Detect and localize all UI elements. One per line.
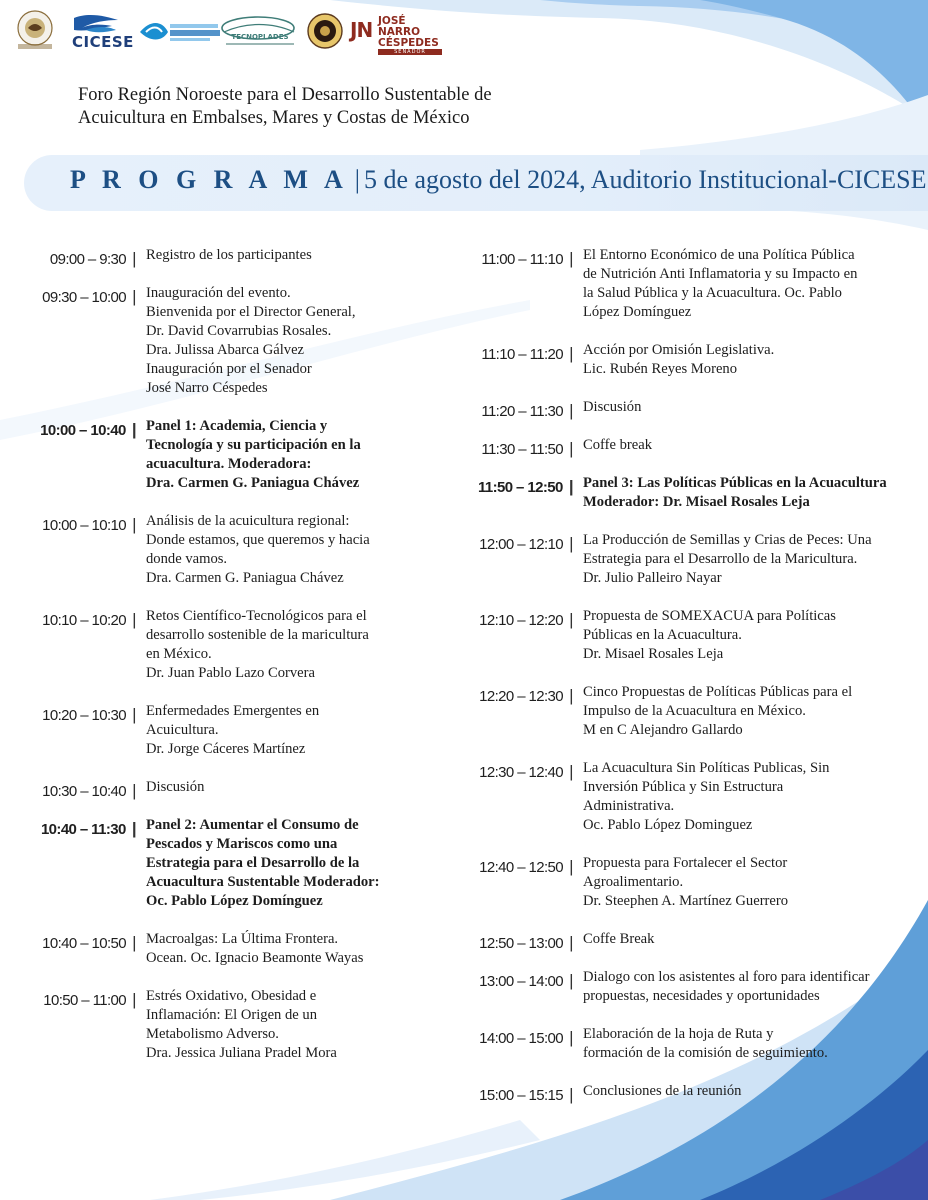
schedule-description-line: Registro de los participantes [146, 247, 312, 263]
schedule-description-line: Oc. Pablo López Dominguez [583, 817, 753, 833]
schedule-description-line: formación de la comisión de seguimiento. [583, 1045, 828, 1061]
schedule-time-separator: | [565, 762, 573, 781]
schedule-time [460, 436, 573, 459]
schedule-description [583, 1025, 920, 1063]
schedule-time-separator: | [565, 534, 573, 553]
schedule-entry [460, 968, 920, 1006]
schedule-description [583, 607, 920, 664]
schedule-time-text: 15:00 – 15:15 [479, 1087, 564, 1104]
schedule-description [583, 531, 920, 588]
schedule-description-line: Dra. Carmen G. Paniagua Chávez [146, 570, 344, 586]
schedule-entry [460, 531, 920, 588]
schedule-description-line: Oc. Pablo López Domínguez [146, 893, 323, 909]
schedule-description [583, 759, 920, 835]
schedule-description-line: Análisis de la acuicultura regional: [146, 513, 350, 529]
schedule-description [146, 816, 440, 911]
svg-text:TECNOPLADES: TECNOPLADES [231, 33, 289, 41]
schedule-description-line: Acuicultura. [146, 722, 219, 738]
schedule-time [460, 854, 573, 877]
schedule-description [146, 512, 440, 588]
schedule-time-separator: | [127, 420, 136, 439]
schedule-time-separator: | [128, 705, 136, 724]
schedule-time [460, 607, 573, 630]
schedule-description-line: Coffe break [583, 437, 653, 453]
schedule-time-separator: | [128, 610, 136, 629]
schedule-time [20, 417, 136, 440]
schedule-time-separator: | [564, 477, 573, 496]
schedule-entry [460, 1082, 920, 1105]
schedule-time-text: 11:00 – 11:10 [481, 251, 564, 268]
schedule-time-text: 10:30 – 10:40 [42, 783, 127, 800]
schedule-time-text: 13:00 – 14:00 [479, 973, 564, 990]
schedule-description [583, 474, 920, 512]
schedule-time-separator: | [128, 781, 136, 800]
schedule-time [20, 816, 136, 839]
schedule-time [20, 987, 136, 1010]
schedule-description-line: Acuacultura Sustentable Moderador: [146, 874, 380, 890]
jn-logo-text: JN [350, 18, 373, 42]
schedule-description-line: Dr. Misael Rosales Leja [583, 646, 724, 662]
jose-narro-logo [378, 15, 450, 55]
cicese-logo [62, 10, 142, 52]
schedule-time-text: 12:20 – 12:30 [479, 688, 564, 705]
schedule-description [146, 987, 440, 1063]
schedule-description-line: Coffe Break [583, 931, 655, 947]
schedule-description-line: Dr. Juan Pablo Lazo Corvera [146, 665, 315, 681]
schedule-description [146, 246, 440, 265]
schedule-description-line: Tecnología y su participación en la [146, 437, 361, 453]
tecnoplades-logo [216, 14, 306, 50]
schedule-description-line: desarrollo sostenible de la maricultura [146, 627, 369, 643]
schedule-description-line: Acción por Omisión Legislativa. [583, 342, 775, 358]
schedule-entry [20, 607, 440, 683]
schedule-time-text: 10:00 – 10:40 [40, 422, 126, 439]
schedule-time-separator: | [565, 401, 573, 420]
schedule-time [460, 1025, 573, 1048]
program-detail: 5 de agosto del 2024, Auditorio Institucional-CICESE [363, 165, 927, 194]
schedule-description-line: Administrativa. [583, 798, 675, 814]
schedule-description-line: Retos Científico-Tecnológicos para el [146, 608, 367, 624]
schedule-time [20, 512, 136, 535]
schedule-time-separator: | [565, 1085, 573, 1104]
schedule-description-line: Panel 2: Aumentar el Consumo de [146, 817, 359, 833]
schedule-entry [20, 246, 440, 269]
cicese-logo-text: CICESE [72, 33, 134, 51]
schedule-description-line: M en C Alejandro Gallardo [583, 722, 743, 738]
schedule-description [146, 607, 440, 683]
schedule-time-separator: | [128, 287, 136, 306]
schedule-description-line: Discusión [146, 779, 205, 795]
schedule-time-text: 11:10 – 11:20 [481, 346, 564, 363]
schedule-time [460, 531, 573, 554]
schedule-time-separator: | [565, 249, 573, 268]
schedule-time-separator: | [565, 933, 573, 952]
schedule-description [146, 930, 440, 968]
circular-seal-logo [306, 12, 344, 50]
schedule-entry [460, 854, 920, 911]
schedule-time-separator: | [565, 610, 573, 629]
schedule-description [583, 246, 920, 322]
schedule-entry [20, 778, 440, 801]
schedule-description-line: Dr. Julio Palleiro Nayar [583, 570, 722, 586]
schedule-time-text: 11:20 – 11:30 [481, 403, 564, 420]
schedule-description-line: José Narro Céspedes [146, 380, 268, 396]
schedule-time [20, 930, 136, 953]
schedule-description-line: Propuesta de SOMEXACUA para Políticas [583, 608, 836, 624]
schedule-time-separator: | [127, 819, 136, 838]
schedule-description-line: Dra. Julissa Abarca Gálvez [146, 342, 305, 358]
schedule-entry [460, 474, 920, 512]
schedule-description [146, 417, 440, 493]
forum-title-line2: Acuicultura en Embalses, Mares y Costas de México [78, 108, 470, 128]
schedule-entry [460, 436, 920, 459]
schedule-entry [20, 816, 440, 911]
schedule-time [460, 474, 573, 497]
schedule-time [20, 284, 136, 307]
schedule-time [20, 778, 136, 801]
schedule-description-line: Dr. Jorge Cáceres Martínez [146, 741, 306, 757]
schedule-description-line: Donde estamos, que queremos y hacia [146, 532, 370, 548]
schedule-entry [20, 284, 440, 398]
schedule-description [583, 1082, 920, 1101]
schedule-description-line: Dr. Steephen A. Martínez Guerrero [583, 893, 789, 909]
schedule-description-line: Dr. David Covarrubias Rosales. [146, 323, 332, 339]
schedule-description-line: Dra. Jessica Juliana Pradel Mora [146, 1045, 337, 1061]
jose-narro-line3: SENADOR [378, 49, 442, 55]
schedule-description-line: Estrés Oxidativo, Obesidad e [146, 988, 317, 1004]
schedule-entry [20, 512, 440, 588]
schedule-description-line: la Salud Pública y la Acuacultura. Oc. Pablo [583, 285, 842, 301]
schedule-entry [460, 930, 920, 953]
schedule-description-line: Lic. Rubén Reyes Moreno [583, 361, 738, 377]
schedule-time-text: 14:00 – 15:00 [479, 1030, 564, 1047]
schedule-time-separator: | [565, 1028, 573, 1047]
schedule-description-line: Pescados y Mariscos como una [146, 836, 338, 852]
schedule-description-line: Inflamación: El Origen de un [146, 1007, 318, 1023]
schedule-description-line: La Producción de Semillas y Crias de Peces: Una [583, 532, 872, 548]
schedule-time-text: 12:40 – 12:50 [479, 859, 564, 876]
schedule-time-text: 12:30 – 12:40 [479, 764, 564, 781]
schedule-time-text: 12:10 – 12:20 [479, 612, 564, 629]
schedule-description-line: Discusión [583, 399, 642, 415]
schedule-description-line: Inversión Pública y Sin Estructura [583, 779, 784, 795]
jose-narro-line1: JOSÉ NARRO [378, 15, 421, 38]
schedule-description-line: Conclusiones de la reunión [583, 1083, 742, 1099]
schedule-description-line: Ocean. Oc. Ignacio Beamonte Wayas [146, 950, 364, 966]
schedule-description-line: Públicas en la Acuacultura. [583, 627, 742, 643]
schedule-entry [20, 987, 440, 1063]
schedule-description [583, 341, 920, 379]
schedule-time-separator: | [128, 990, 136, 1009]
schedule-description [146, 778, 440, 797]
schedule-time-text: 09:00 – 9:30 [49, 251, 127, 268]
schedule-description-line: Enfermedades Emergentes en [146, 703, 320, 719]
schedule-description-line: La Acuacultura Sin Políticas Publicas, Sin [583, 760, 830, 776]
schedule-time-text: 10:00 – 10:10 [42, 517, 127, 534]
schedule-time-text: 10:50 – 11:00 [43, 992, 127, 1009]
schedule-description-line: Metabolismo Adverso. [146, 1026, 279, 1042]
schedule-entry [460, 759, 920, 835]
schedule-description-line: Propuesta para Fortalecer el Sector [583, 855, 788, 871]
schedule-time-separator: | [565, 344, 573, 363]
jose-narro-line2: CÉSPEDES [378, 37, 439, 49]
schedule-time-separator: | [565, 439, 573, 458]
schedule-description [583, 854, 920, 911]
schedule-entry [460, 341, 920, 379]
senado-seal-logo [12, 8, 58, 52]
schedule-description-line: Estrategia para el Desarrollo de la [146, 855, 360, 871]
schedule-description-line: Agroalimentario. [583, 874, 684, 890]
jn-logo [350, 18, 376, 46]
schedule-description-line: Dialogo con los asistentes al foro para identificar [583, 969, 870, 985]
schedule-time-text: 12:00 – 12:10 [479, 536, 564, 553]
schedule-description-line: El Entorno Económico de una Política Pública [583, 247, 855, 263]
schedule-description-line: Bienvenida por el Director General, [146, 304, 356, 320]
schedule-entry [20, 417, 440, 493]
schedule-description-line: en México. [146, 646, 212, 662]
schedule-time-separator: | [128, 933, 136, 952]
schedule-time-text: 10:40 – 11:30 [40, 821, 126, 838]
schedule-description-line: López Domínguez [583, 304, 692, 320]
schedule-description-line: Estrategia para el Desarrollo de la Maricultura. [583, 551, 858, 567]
schedule-description-line: Inauguración del evento. [146, 285, 291, 301]
schedule-time [460, 246, 573, 269]
schedule-description-line: Impulso de la Acuacultura en México. [583, 703, 806, 719]
schedule-description-line: Cinco Propuestas de Políticas Públicas para el [583, 684, 853, 700]
schedule-description [583, 398, 920, 417]
oceanologos-logo [140, 18, 220, 44]
schedule-time-separator: | [128, 515, 136, 534]
schedule-description [583, 436, 920, 455]
schedule-description-line: Elaboración de la hoja de Ruta y [583, 1026, 774, 1042]
forum-title-line1: Foro Región Noroeste para el Desarrollo Sustentable de [78, 85, 492, 105]
schedule-description-line: donde vamos. [146, 551, 228, 567]
schedule-time [460, 398, 573, 421]
schedule-entry [460, 683, 920, 740]
schedule-description-line: propuestas, necesidades y oportunidades [583, 988, 820, 1004]
program-word: P R O G R A M A [70, 165, 349, 194]
schedule-entry [460, 398, 920, 421]
schedule-time-separator: | [128, 249, 136, 268]
schedule-time [20, 246, 136, 269]
schedule-entry [20, 930, 440, 968]
schedule-description-line: Moderador: Dr. Misael Rosales Leja [583, 494, 810, 510]
schedule-time-text: 10:10 – 10:20 [42, 612, 127, 629]
schedule-time [460, 683, 573, 706]
schedule-time-text: 11:30 – 11:50 [481, 441, 564, 458]
schedule-time-text: 09:30 – 10:00 [42, 289, 127, 306]
schedule-description [583, 968, 920, 1006]
schedule-time-text: 10:40 – 10:50 [42, 935, 127, 952]
schedule-description [146, 702, 440, 759]
schedule-time [460, 1082, 573, 1105]
schedule-description-line: Inauguración por el Senador [146, 361, 312, 377]
schedule-entry [460, 1025, 920, 1063]
schedule-entry [460, 246, 920, 322]
schedule-description-line: acuacultura. Moderadora: [146, 456, 312, 472]
schedule-time-text: 12:50 – 13:00 [479, 935, 564, 952]
schedule-time-separator: | [565, 971, 573, 990]
schedule-time [20, 607, 136, 630]
schedule-time-text: 11:50 – 12:50 [477, 479, 563, 496]
schedule-time [460, 341, 573, 364]
schedule-description-line: Dra. Carmen G. Paniagua Chávez [146, 475, 360, 491]
schedule-time [460, 759, 573, 782]
schedule-entry [20, 702, 440, 759]
schedule-time [460, 930, 573, 953]
forum-title [78, 84, 598, 130]
schedule-description [146, 284, 440, 398]
schedule-time [460, 968, 573, 991]
schedule-description [583, 683, 920, 740]
schedule-time-separator: | [565, 857, 573, 876]
schedule-description [583, 930, 920, 949]
program-separator: | [354, 165, 360, 194]
schedule-description-line: Panel 1: Academia, Ciencia y [146, 418, 328, 434]
schedule-description-line: Macroalgas: La Última Frontera. [146, 931, 339, 947]
schedule-time [20, 702, 136, 725]
schedule-description-line: Panel 3: Las Políticas Públicas en la Acuacultura [583, 475, 887, 491]
schedule-time-text: 10:20 – 10:30 [42, 707, 127, 724]
schedule-entry [460, 607, 920, 664]
schedule-time-separator: | [565, 686, 573, 705]
schedule-description-line: de Nutrición Anti Inflamatoria y su Impacto en [583, 266, 858, 282]
program-banner-text [70, 165, 927, 195]
